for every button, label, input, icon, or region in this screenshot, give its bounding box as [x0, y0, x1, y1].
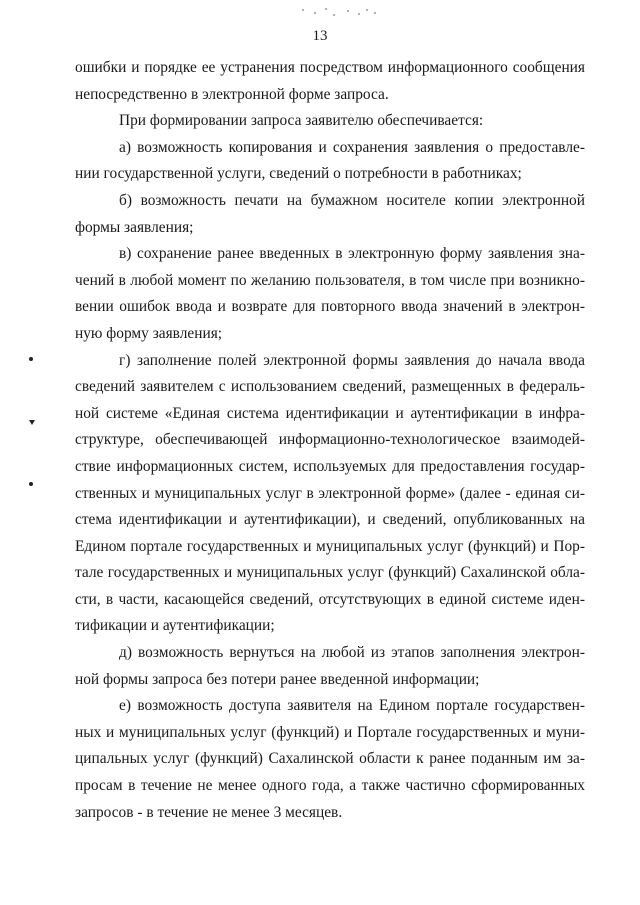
margin-mark [29, 357, 33, 361]
scan-specks [300, 6, 380, 18]
text-line: Едином портале государственных и муниципальных услуг (функций) и Пор- [75, 537, 585, 555]
margin-mark [29, 482, 33, 486]
text-line: запросов - в течение не менее 3 месяцев. [75, 803, 343, 821]
text-line: ной формы запроса без потери ранее введенной информации; [75, 670, 480, 688]
text-line: вении ошибок ввода и возврате для повторного ввода значений в электрон- [75, 298, 585, 316]
text-line: ной системе «Единая система идентификации и аутентификации в инфра- [75, 404, 585, 422]
text-line: б) возможность печати на бумажном носителе копии электронной [119, 191, 585, 209]
text-line: а) возможность копирования и сохранения заявления о предоставле- [119, 138, 585, 156]
text-line: чений в любой момент по желанию пользователя, в том числе при возникно- [75, 271, 585, 289]
text-line: просам в течение не менее одного года, а также частично сформированных [75, 777, 585, 795]
text-line: сти, в части, касающейся сведений, отсутствующих в единой системе иден- [75, 590, 585, 608]
text-line: нии государственной услуги, сведений о потребности в работниках; [75, 165, 522, 183]
text-line: д) возможность вернуться на любой из этапов заполнения электрон- [119, 644, 585, 662]
text-line: г) заполнение полей электронной формы заявления до начала ввода [119, 351, 585, 369]
text-line: ствие информационных систем, используемых для предоставления государ- [75, 457, 585, 475]
text-line: е) возможность доступа заявителя на Едином портале государствен- [119, 697, 585, 715]
page-number: 13 [312, 28, 328, 44]
text-line: ную форму заявления; [75, 324, 223, 342]
text-line: сведений заявителем с использованием сведений, размещенных в федераль- [75, 378, 585, 396]
text-line: ственных и муниципальных услуг в электронной форме» (далее - единая си- [75, 484, 585, 502]
text-line: При формировании запроса заявителю обеспечивается: [119, 112, 484, 130]
text-line: в) сохранение ранее введенных в электронную форму заявления зна- [119, 245, 585, 263]
text-line: стема идентификации и аутентификации), и сведений, опубликованных на [75, 511, 585, 529]
text-line: ципальных услуг (функций) Сахалинской области к ранее поданным им за- [75, 750, 585, 768]
text-line: непосредственно в электронной форме запроса. [75, 85, 389, 103]
text-line: ошибки и порядке ее устранения посредством информационного сообщения [75, 59, 585, 76]
text-line: тале государственных и муниципальных услуг (функций) Сахалинской обла- [75, 564, 585, 582]
text-line: структуре, обеспечивающей информационно-технологическое взаимодей- [75, 431, 585, 449]
text-line: тификации и аутентификации; [75, 617, 275, 635]
body-text [75, 55, 585, 826]
text-line: ных и муниципальных услуг (функций) и Портале государственных и муни- [75, 723, 585, 741]
text-line: формы заявления; [75, 218, 194, 236]
margin-mark [29, 420, 35, 425]
